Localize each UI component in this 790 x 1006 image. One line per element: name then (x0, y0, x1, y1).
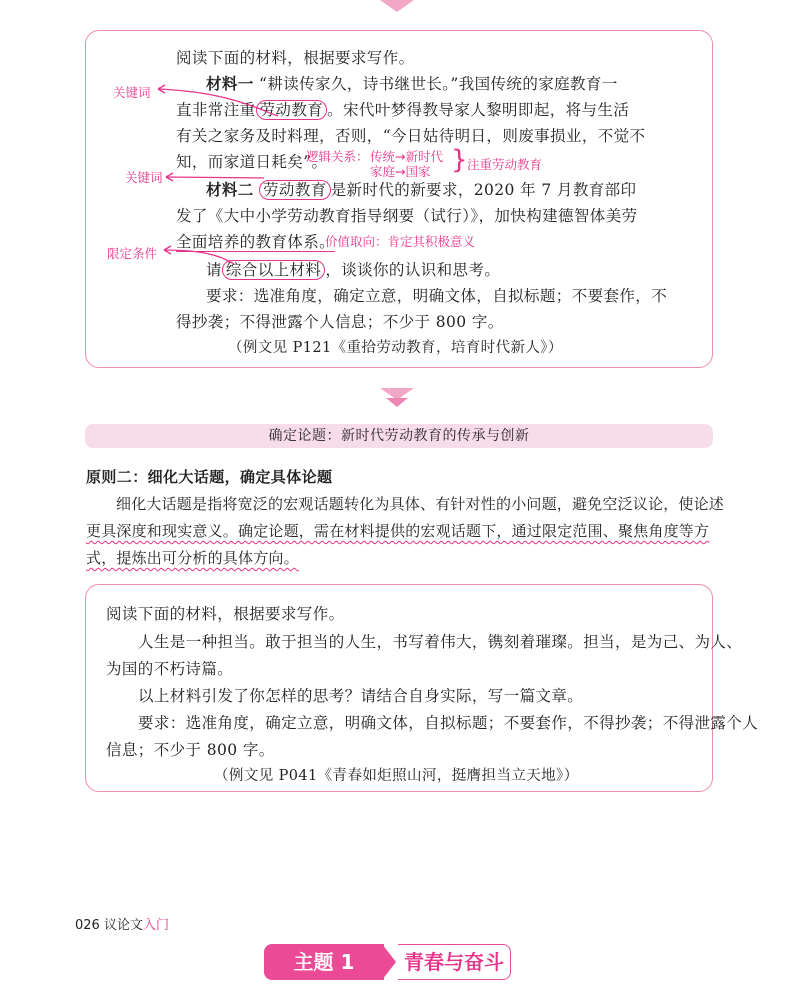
keyword-circle-2: 劳动教育 (259, 180, 331, 200)
page-number: 026 (75, 918, 100, 933)
material-1-text: 直非常注重 (176, 101, 256, 119)
focus-note: 注重劳动教育 (467, 157, 543, 172)
material-1-text: “耕读传家久，诗书继世长。”我国传统的家庭教育一 (259, 75, 618, 93)
box2-line-2: 为国的不朽诗篇。 (106, 660, 234, 678)
box2-requirement-1: 要求：选准角度，确定立意，明确文体，自拟标题；不要套作，不得抄袭；不得泄露个人 (138, 714, 759, 732)
middle-arrow-icon-2 (386, 398, 408, 407)
box2-reference: （例文见 P041《青春如炬照山河，挺膺担当立天地》） (214, 768, 579, 784)
theme-chevron-icon (382, 944, 396, 980)
keyword-circle-1: 劳动教育 (256, 100, 328, 120)
principle-wavy-text: 式，提炼出可分析的具体方向。 (86, 549, 299, 567)
box2-line-1: 人生是一种担当。敢于担当的人生，书写着伟大，镌刻着璀璨。担当，是为己、为人、 (138, 633, 743, 651)
theme-title: 青春与奋斗 (398, 944, 511, 980)
keyword-arrow-2 (160, 168, 270, 188)
keyword-note-1: 关键词 (113, 85, 151, 100)
principle-heading: 原则二：细化大话题，确定具体论题 (86, 468, 333, 486)
principle-line-1: 细化大话题是指将宽泛的宏观话题转化为具体、有针对性的小问题，避免空泛议论，使论述 (116, 495, 725, 513)
box2-line-3: 以上材料引发了你怎样的思考？请结合自身实际，写一篇文章。 (138, 687, 584, 705)
box2-requirement-2: 信息；不少于 800 字。 (106, 741, 275, 759)
box2-intro: 阅读下面的材料，根据要求写作。 (106, 605, 345, 623)
keyword-arrow-1 (150, 80, 280, 120)
material-2-label: 材料二 (206, 181, 254, 199)
task-text: ，谈谈你的认识和思考。 (325, 261, 501, 279)
task-line (206, 258, 500, 280)
principle-line-3 (86, 547, 299, 568)
requirement-line-2: 得抄袭；不得泄露个人信息；不少于 800 字。 (176, 313, 504, 331)
theme-badge (264, 944, 512, 980)
principle-line-2 (86, 520, 709, 541)
limit-note: 限定条件 (107, 246, 158, 261)
reference-line: （例文见 P121《重拾劳动教育，培育时代新人》） (228, 340, 563, 356)
limit-arrow (158, 240, 238, 270)
topic-bar: 确定论题：新时代劳动教育的传承与创新 (85, 424, 713, 448)
material-1-text: 。宋代叶梦得教导家人黎明即起，将与生活 (327, 101, 630, 119)
material-2-line-2: 发了《大中小学劳动教育指导纲要（试行）》，加快构建德智体美劳 (176, 207, 638, 225)
task-text: 请 (206, 261, 222, 279)
theme-label: 主题 1 (264, 944, 384, 980)
material-1-line-4: 知，而家道日耗矣”。 (176, 153, 328, 171)
keyword-note-2: 关键词 (125, 170, 163, 185)
principle-wavy-text: 更具深度和现实意义。确定论题，需在材料提供的宏观话题下，通过限定范围、聚焦角度等方 (86, 522, 710, 540)
logic-item-2: 家庭→国家 (370, 164, 431, 179)
requirement-line-1: 要求：选准角度，确定立意，明确文体，自拟标题；不要套作，不 (206, 287, 668, 305)
logic-label: 逻辑关系： (306, 149, 369, 164)
material-2-text: 是新时代的新要求，2020 年 7 月教育部印 (330, 181, 637, 199)
limit-circle: 综合以上材料 (222, 260, 325, 280)
material-1-line-3: 有关之家务及时料理，否则，“今日姑待明日，则废事损业，不觉不 (176, 127, 646, 145)
material-2-line-1 (206, 178, 636, 200)
logic-bracket: } (451, 145, 468, 175)
material-1-label: 材料一 (206, 75, 254, 93)
top-arrow-icon (380, 0, 414, 12)
book-accent: 入门 (142, 918, 169, 933)
underlined-text: 全面培养的教育体系。 (176, 233, 336, 251)
logic-item-1: 传统→新时代 (370, 149, 443, 164)
box1-intro: 阅读下面的材料，根据要求写作。 (176, 49, 415, 67)
page-footer-label (75, 914, 169, 933)
value-note: 价值取向：肯定其积极意义 (325, 234, 476, 249)
book-name: 议论文 (103, 918, 143, 933)
